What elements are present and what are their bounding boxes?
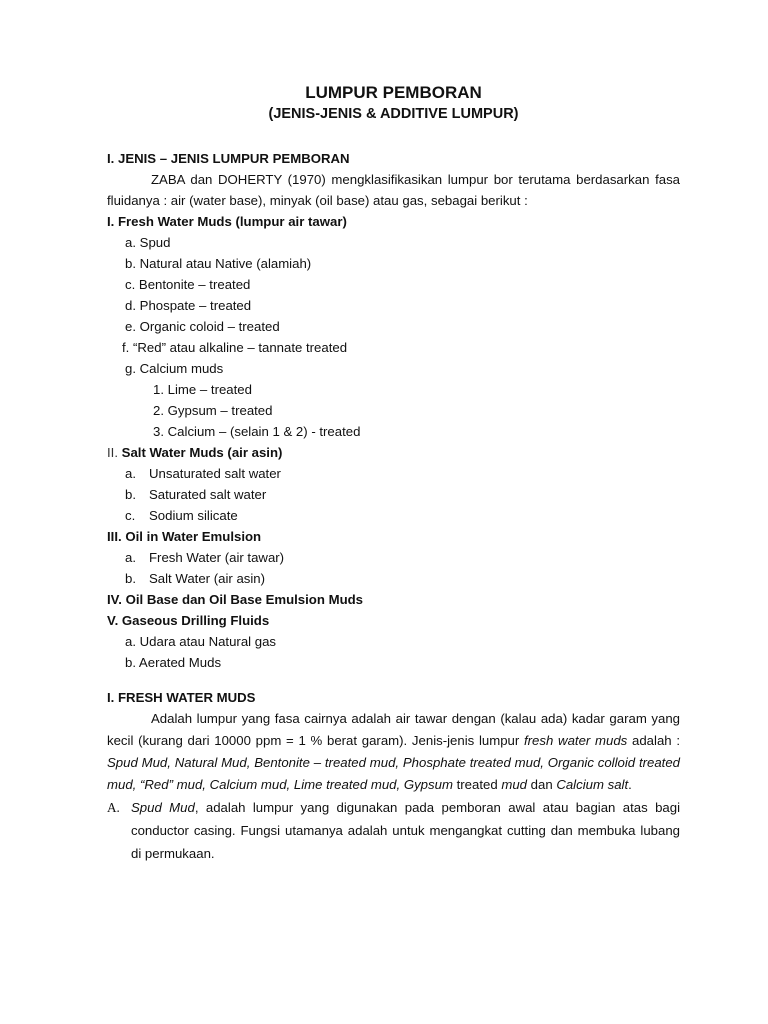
list-text: Salt Water (air asin) [149, 571, 266, 586]
para-italic: Calcium salt [556, 777, 629, 792]
section-heading-fresh-water-muds: I. FRESH WATER MUDS [107, 690, 256, 705]
list-item [107, 463, 680, 484]
para-text: treated [452, 777, 502, 792]
oil-base-heading: IV. Oil Base dan Oil Base Emulsion Muds [107, 592, 364, 607]
spacer [107, 673, 680, 687]
list-item [107, 505, 680, 526]
para-text: adalah : [627, 733, 680, 748]
fresh-water-paragraph [107, 708, 680, 796]
para-text: . [628, 777, 632, 792]
list-text: Saturated salt water [149, 487, 267, 502]
list-marker: a. [125, 466, 136, 481]
list-item: c. Bentonite – treated [125, 277, 251, 292]
salt-water-numeral: II. [107, 445, 118, 460]
list-text: Fresh Water (air tawar) [149, 550, 285, 565]
list-item: a. Udara atau Natural gas [125, 634, 277, 649]
para-text: dan [526, 777, 557, 792]
list-text: Sodium silicate [149, 508, 238, 523]
list-item: d. Phospate – treated [125, 298, 252, 313]
list-marker: c. [125, 508, 136, 523]
salt-water-title: Salt Water Muds (air asin) [121, 445, 283, 460]
item-term: Spud Mud [131, 800, 195, 815]
document-subtitle: (JENIS-JENIS & ADDITIVE LUMPUR) [268, 106, 519, 122]
item-body [131, 796, 680, 865]
list-item [107, 547, 680, 568]
list-item: g. Calcium muds [125, 361, 224, 376]
sub-list-item: 3. Calcium – (selain 1 & 2) - treated [153, 424, 361, 439]
para-text: Adalah lumpur yang fasa cairnya adalah air tawar dengan (kalau ada) kadar garam yang kecil (kurang dari 10000 ppm = 1 % berat garam). Jenis-jenis lumpur [107, 711, 680, 748]
list-item: f. “Red” atau alkaline – tannate treated [122, 340, 348, 355]
list-item: b. Aerated Muds [125, 655, 222, 670]
document-page [107, 82, 680, 865]
list-text: Unsaturated salt water [149, 466, 281, 481]
item-text: , adalah lumpur yang digunakan pada pemboran awal atau bagian atas bagi conductor casing. Fungsi utamanya adalah untuk mengangkat cutting dan membuka lubang di permukaan. [131, 800, 680, 861]
sub-list-item: 1. Lime – treated [153, 382, 252, 397]
gaseous-heading: V. Gaseous Drilling Fluids [107, 613, 270, 628]
sub-list-item: 2. Gypsum – treated [153, 403, 273, 418]
oil-in-water-heading: III. Oil in Water Emulsion [107, 529, 262, 544]
section-heading-jenis: I. JENIS – JENIS LUMPUR PEMBORAN [107, 151, 350, 166]
list-item: e. Organic coloid – treated [125, 319, 280, 334]
intro-paragraph: ZABA dan DOHERTY (1970) mengklasifikasikan lumpur bor terutama berdasarkan fasa fluidanya : air (water base), minyak (oil base) atau gas, sebagai berikut : [107, 172, 680, 208]
list-marker: a. [125, 550, 136, 565]
para-italic: mud [501, 777, 527, 792]
list-item [107, 568, 680, 589]
list-item: b. Natural atau Native (alamiah) [125, 256, 312, 271]
document-title: LUMPUR PEMBORAN [305, 83, 482, 102]
fresh-water-heading: I. Fresh Water Muds (lumpur air tawar) [107, 214, 347, 229]
salt-water-heading [107, 442, 680, 463]
list-item [107, 484, 680, 505]
list-marker: b. [125, 571, 136, 586]
para-italic: Spud Mud, Natural Mud, Bentonite – treated mud, Phosphate treated mud, Organic colloid treated mud, “Red” mud, Calcium mud, Lime treated mud, Gypsum [107, 755, 680, 792]
item-spud-mud [107, 796, 680, 865]
list-marker: b. [125, 487, 136, 502]
list-item: a. Spud [125, 235, 171, 250]
para-italic: fresh water muds [524, 733, 628, 748]
item-marker: A. [107, 800, 120, 815]
